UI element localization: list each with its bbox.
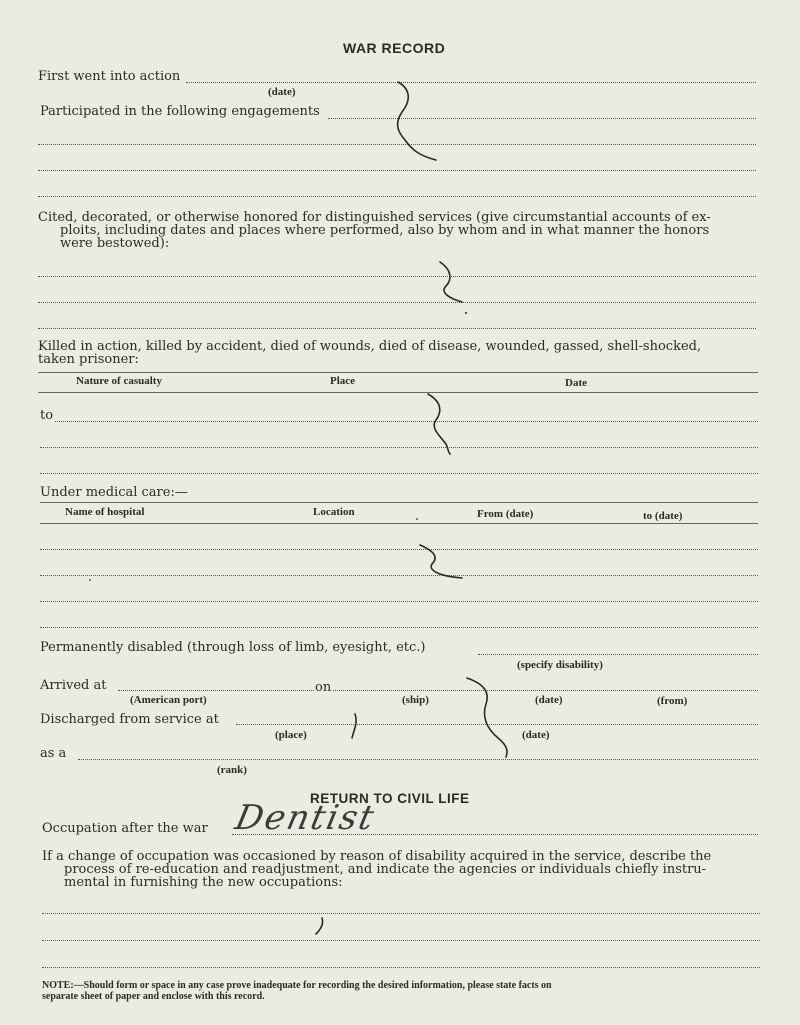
col-nature-of-casualty: Nature of casualty — [76, 375, 162, 387]
medical-header-bottom-rule — [40, 523, 758, 524]
arrived-port-line[interactable] — [118, 690, 314, 691]
casualty-line-b[interactable] — [40, 447, 758, 448]
cited-line-b[interactable] — [38, 302, 756, 303]
to-label: to — [40, 408, 54, 423]
as-a-label: as a — [40, 746, 67, 761]
change-paragraph — [42, 850, 762, 889]
arrived-label: Arrived at — [40, 678, 107, 693]
change-line-c[interactable] — [42, 967, 760, 968]
casualty-line-1: Killed in action, killed by accident, died of wounds, died of disease, wounded, gassed, shell-shocked, — [38, 339, 702, 354]
col-hospital: Name of hospital — [65, 506, 145, 518]
medical-line-b[interactable] — [40, 575, 758, 576]
casualty-line-2: taken prisoner: — [38, 352, 139, 367]
col-date: Date — [565, 377, 587, 389]
from-hint: (from) — [657, 695, 688, 707]
arrived-date-hint: (date) — [535, 694, 563, 706]
place-hint: (place) — [275, 729, 307, 741]
change-line-1: If a change of occupation was occasioned by reason of disability acquired in the service, describe the — [42, 849, 712, 864]
casualty-line-c[interactable] — [40, 473, 758, 474]
note-line-2: separate sheet of paper and enclose with this record. — [42, 991, 265, 1002]
col-to-date: to (date) — [643, 510, 683, 522]
specify-disability-hint: (specify disability) — [517, 659, 603, 671]
change-line-b[interactable] — [42, 940, 760, 941]
cited-line-c[interactable] — [38, 328, 756, 329]
return-civil-life-title: RETURN TO CIVIL LIFE — [310, 791, 470, 806]
engagements-line-3[interactable] — [38, 170, 756, 171]
engagements-label: Participated in the following engagements — [40, 104, 320, 119]
engagements-line-2[interactable] — [38, 144, 756, 145]
cited-line-a[interactable] — [38, 276, 756, 277]
engagements-line-1[interactable] — [328, 118, 756, 119]
disabled-line[interactable] — [478, 654, 758, 655]
medical-line-d[interactable] — [40, 627, 758, 628]
footer-note — [42, 980, 764, 1002]
medical-care-label: Under medical care:— — [40, 485, 188, 500]
american-port-hint: (American port) — [130, 694, 207, 706]
casualty-header-bottom-rule — [38, 392, 758, 393]
on-label: on — [315, 680, 332, 695]
medical-header-top-rule — [40, 502, 758, 503]
casualty-paragraph — [38, 340, 758, 366]
discharged-line[interactable] — [236, 724, 758, 725]
col-from-date: From (date) — [477, 508, 534, 520]
first-action-line[interactable] — [186, 82, 756, 83]
cited-line-3: were bestowed): — [60, 236, 170, 251]
casualty-header-top-rule — [38, 372, 758, 373]
disabled-label: Permanently disabled (through loss of limb, eyesight, etc.) — [40, 640, 426, 655]
change-line-3: mental in furnishing the new occupations: — [64, 875, 343, 890]
first-action-date-hint: (date) — [268, 86, 296, 98]
medical-line-a[interactable] — [40, 549, 758, 550]
rank-line[interactable] — [78, 759, 758, 760]
change-line-2: process of re-education and readjustment, and indicate the agencies or individuals chiefly instru- — [64, 862, 707, 877]
discharged-label: Discharged from service at — [40, 712, 219, 727]
col-location: Location — [313, 506, 355, 518]
note-line-1: NOTE:—Should form or space in any case prove inadequate for recording the desired information, please state facts on — [42, 980, 552, 991]
discharged-date-hint: (date) — [522, 729, 550, 741]
medical-line-c[interactable] — [40, 601, 758, 602]
rank-hint: (rank) — [217, 764, 247, 776]
col-place: Place — [330, 375, 356, 387]
first-action-label: First went into action — [38, 69, 181, 84]
occupation-label: Occupation after the war — [42, 821, 208, 836]
engagements-line-4[interactable] — [38, 196, 756, 197]
occupation-handwritten-value: Dentist — [231, 798, 380, 838]
casualty-line-a[interactable] — [55, 421, 758, 422]
arrived-ship-line[interactable] — [333, 690, 758, 691]
cited-line-2: ploits, including dates and places where performed, also by whom and in what manner the honors — [60, 223, 710, 238]
ship-hint: (ship) — [402, 694, 429, 706]
form-title: WAR RECORD — [343, 40, 446, 56]
cited-paragraph — [38, 211, 758, 250]
cited-line-1: Cited, decorated, or otherwise honored for distinguished services (give circumstantial accounts of ex- — [38, 210, 711, 225]
change-line-a[interactable] — [42, 913, 760, 914]
